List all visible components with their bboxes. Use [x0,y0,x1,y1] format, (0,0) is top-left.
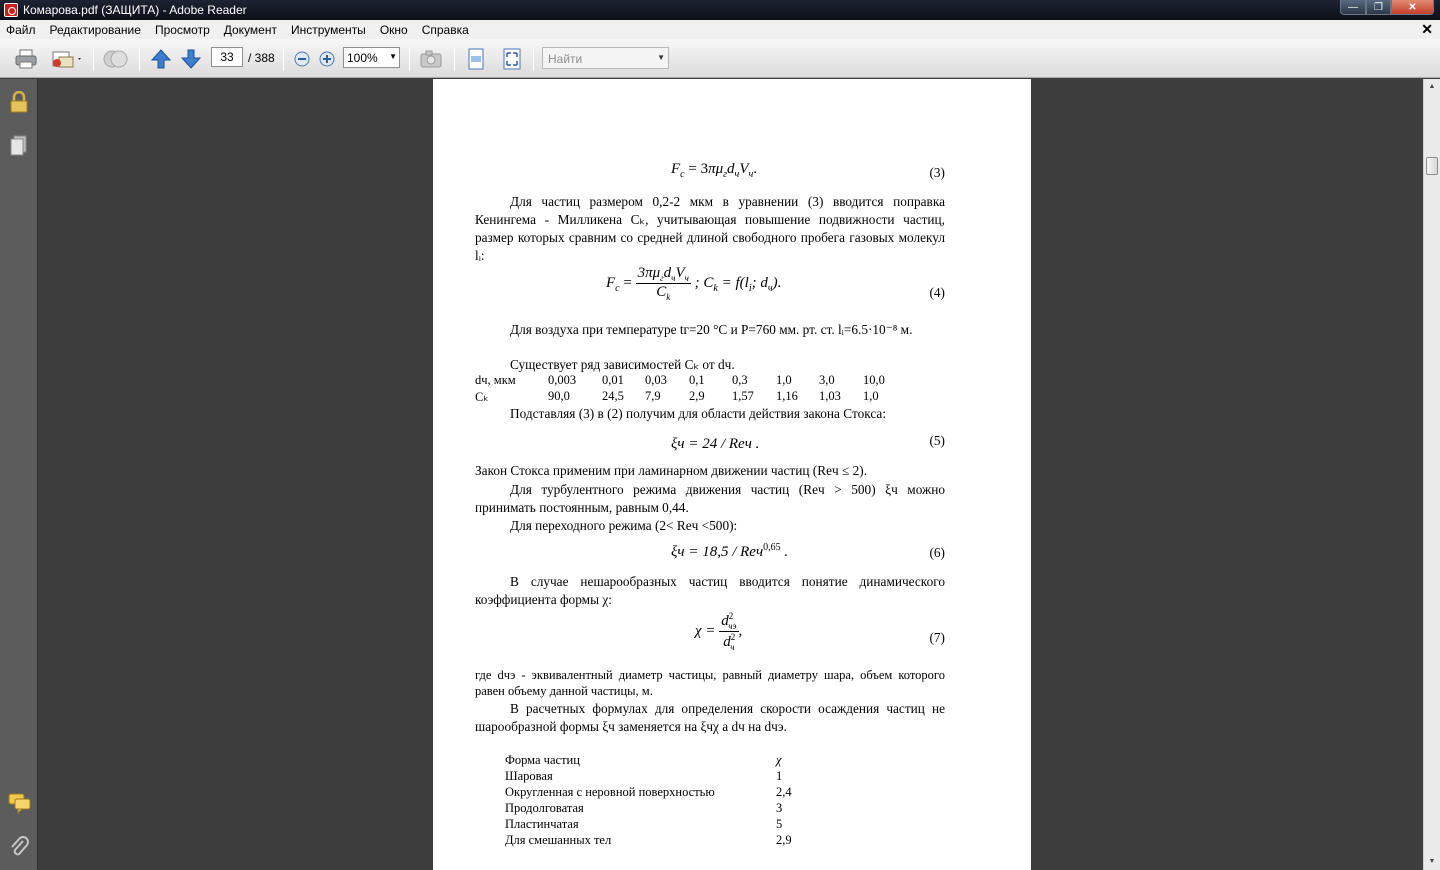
zoom-select[interactable] [343,47,400,68]
pages-panel-button[interactable] [8,134,30,156]
vertical-scrollbar[interactable] [1423,79,1440,870]
page-number-input[interactable]: 33 [211,47,243,67]
window-controls [1340,0,1434,16]
menu-file[interactable]: Файл [6,22,36,37]
adobe-reader-icon [4,3,18,17]
menu-help[interactable]: Справка [421,22,469,37]
equation-5-number: (5) [929,433,945,448]
fit-page-icon [467,48,485,70]
navigation-pane [0,79,38,870]
menu-window[interactable]: Окно [379,22,408,37]
equation-7-number: (7) [929,630,945,645]
equation-7-fraction: $\frac{d^2_{чэ}}{d^2_ч}$ [721,611,737,652]
table-row: Форма частиц χ [505,753,782,767]
page-down-icon [180,48,202,70]
pages-icon [8,134,30,156]
email-button[interactable] [49,48,85,70]
menu-edit[interactable]: Редактирование [49,22,141,37]
toolbar-separator [533,47,534,71]
zoom-out-button[interactable] [292,48,312,70]
previous-page-button[interactable] [148,48,174,70]
scroll-up-arrow-icon[interactable]: ▲ [1428,83,1436,90]
chevron-down-icon: ▼ [389,52,397,61]
security-settings-button[interactable] [8,91,30,113]
maximize-button[interactable]: ❐ [1366,0,1391,15]
comments-panel-button[interactable] [8,792,30,814]
equation-4-number: (4) [929,285,945,300]
equation-3-number: (3) [929,165,945,180]
paragraph-dependencies: Существует ряд зависимостей Cₖ от dч. [510,357,735,372]
toolbar-separator [93,47,94,71]
paragraph-turbulent: Для турбулентного режима движения частиц (Reч > 500) ξч можно принимать постоянным, равным 0,44. [475,482,945,515]
scroll-down-arrow-icon[interactable]: ▼ [1428,858,1436,865]
menu-bar [0,20,1440,39]
search-input[interactable] [542,47,669,69]
table-row: Шаровая 1 [505,769,783,783]
table-row: Продолговатая 3 [505,801,783,815]
equation-6-number: (6) [929,545,945,560]
menu-tools[interactable]: Инструменты [290,22,366,37]
attachments-panel-button[interactable] [8,835,30,857]
equation-7: χ = $\frac{d^2_{чэ}}{d^2_ч}$ , [695,611,743,652]
paragraph-substitution: Подставляя (3) в (2) получим для области действия закона Стокса: [510,406,887,421]
full-screen-button[interactable] [500,48,524,70]
collaborate-icon [102,48,130,70]
scrollbar-thumb[interactable] [1426,157,1438,175]
equation-6: ξч = 18,5 / Reч$^{0,65}$ . [671,542,789,560]
next-page-button[interactable] [178,48,204,70]
close-document-button[interactable]: ✕ [1421,21,1433,37]
search-placeholder: Найти [548,52,583,66]
snapshot-button[interactable] [418,48,444,70]
zoom-in-button[interactable] [317,48,337,70]
paragraph-equivalent-diameter: где dчэ - эквивалентный диаметр частицы, равный диаметру шара, объем которого равен объему данной частицы, м. [475,668,945,698]
paragraph-calculation: В расчетных формулах для определения скорости осаждения частиц не шарообразной формы ξч заменяется на ξчχ а dч на dчэ. [475,701,945,734]
toolbar-separator [283,47,284,71]
title-bar [0,0,1440,20]
zoom-in-icon [319,51,335,67]
menu-document[interactable]: Документ [223,22,277,37]
equation-3: $F_с = 3\pi\mu_гd_чV_ч$. [671,161,758,180]
close-button[interactable]: ✕ [1391,0,1434,15]
snapshot-icon [420,50,442,68]
paragraph-cunningham: Для частиц размером 0,2-2 мкм в уравнении (3) вводится поправка Кенингема - Милликена Cₖ, учитывающая повышение подвижности частиц, размер которых сравним со средней длиной свободного пробега газовых молекул lᵢ: [475,194,945,263]
toolbar-separator [454,47,455,71]
print-icon [15,49,37,69]
print-button[interactable] [13,48,39,70]
menu-view[interactable]: Просмотр [154,22,210,37]
window-title: Комарова.pdf (ЗАЩИТА) - Adobe Reader [23,3,247,17]
equation-4-fraction: $\frac{3\pi\mu_гd_чV_ч}{C_k}$ [637,265,689,302]
equation-5: ξч = 24 / Reч . [671,436,760,452]
table-row: Для смешанных тел 2,9 [505,833,792,847]
zoom-value: 100% [347,51,378,65]
document-page: $F_с = 3\pi\mu_гd_чV_ч$. (3) Для частиц размером 0,2-2 мкм в уравнении (3) вводится поправка Кенингема - Милликена Cₖ, учитывающая повышение подвижности частиц, размер которых сравним со средней длиной свободного пробега газовых молекул lᵢ: $F_c$ = $\frac{3\pi\mu_гd_чV_ч}{C_k}$ ; $C_k = f(l_i$; $d_ч$). (4) Для воздуха при температуре tг=20 °С и Р=760 мм. рт. ст. lᵢ=6.5·10⁻⁸ м. Существует ряд зависимостей Cₖ от dч. dч, мкм 0,003 0,01 0,03 0,1 0,3 1,0 3,0 10,0 Cₖ 90,0 24,5 7,9 2,9 1,57 1,16 1,03 1,0 Подставляя (3) в (2) получим для области действия закона Стокса: ξч = 24 / Reч . (5) Закон Стокса применим при ламинарном движении частиц (Reч ≤ 2). Для турбулентного режима движения частиц (Reч > 500) ξч можно принимать постоянным, равным 0,44. Для переходного режима (2< Reч <500): ξч = 18,5 / Reч$^{0,65}$ . (6) В случае нешарообразных частиц вводится понятие динамического коэффициента формы χ: χ = $\frac{d^2_{чэ}}{d^2_ч}$ , (7) где dчэ - эквивалентный диаметр частицы, равный диаметру шара, объем которого равен объему данной частицы, м. В расчетных формулах для определения скорости осаждения частиц не шарообразной формы ξч заменяется на ξчχ а dч на dчэ. Форма частиц χ Шаровая 1 Округленная с неровной поверхностью 2,4 Продолговатая 3 Пластинчатая 5 Для смешанных тел 2,9 [433,79,1031,870]
fit-page-button[interactable] [464,48,488,70]
toolbar-separator [139,47,140,71]
lock-icon [8,91,30,113]
comments-icon [8,792,32,814]
attachments-icon [8,835,30,857]
table-row: Пластинчатая 5 [505,817,783,831]
paragraph-stokes-law: Закон Стокса применим при ламинарном движении частиц (Reч ≤ 2). [475,463,868,478]
full-screen-icon [502,48,522,70]
email-icon [50,49,84,69]
paragraph-nonspherical: В случае нешарообразных частиц вводится понятие динамического коэффициента формы χ: [475,574,945,607]
paragraph-transitional: Для переходного режима (2< Reч <500): [510,518,738,533]
paragraph-air-conditions: Для воздуха при температуре tг=20 °С и Р=760 мм. рт. ст. lᵢ=6.5·10⁻⁸ м. [510,322,913,337]
collaborate-button[interactable] [101,48,131,70]
toolbar-separator [409,47,410,71]
zoom-out-icon [294,51,310,67]
page-up-icon [150,48,172,70]
page-total-label: / 388 [248,51,275,65]
chevron-down-icon[interactable]: ▼ [657,53,665,62]
equation-4: $F_c$ = $\frac{3\pi\mu_гd_чV_ч}{C_k}$ ; $C_k = f(l_i$; $d_ч$). [606,265,782,302]
table-row: Округленная с неровной поверхностью 2,4 [505,785,792,799]
minimize-button[interactable]: — [1340,0,1366,15]
